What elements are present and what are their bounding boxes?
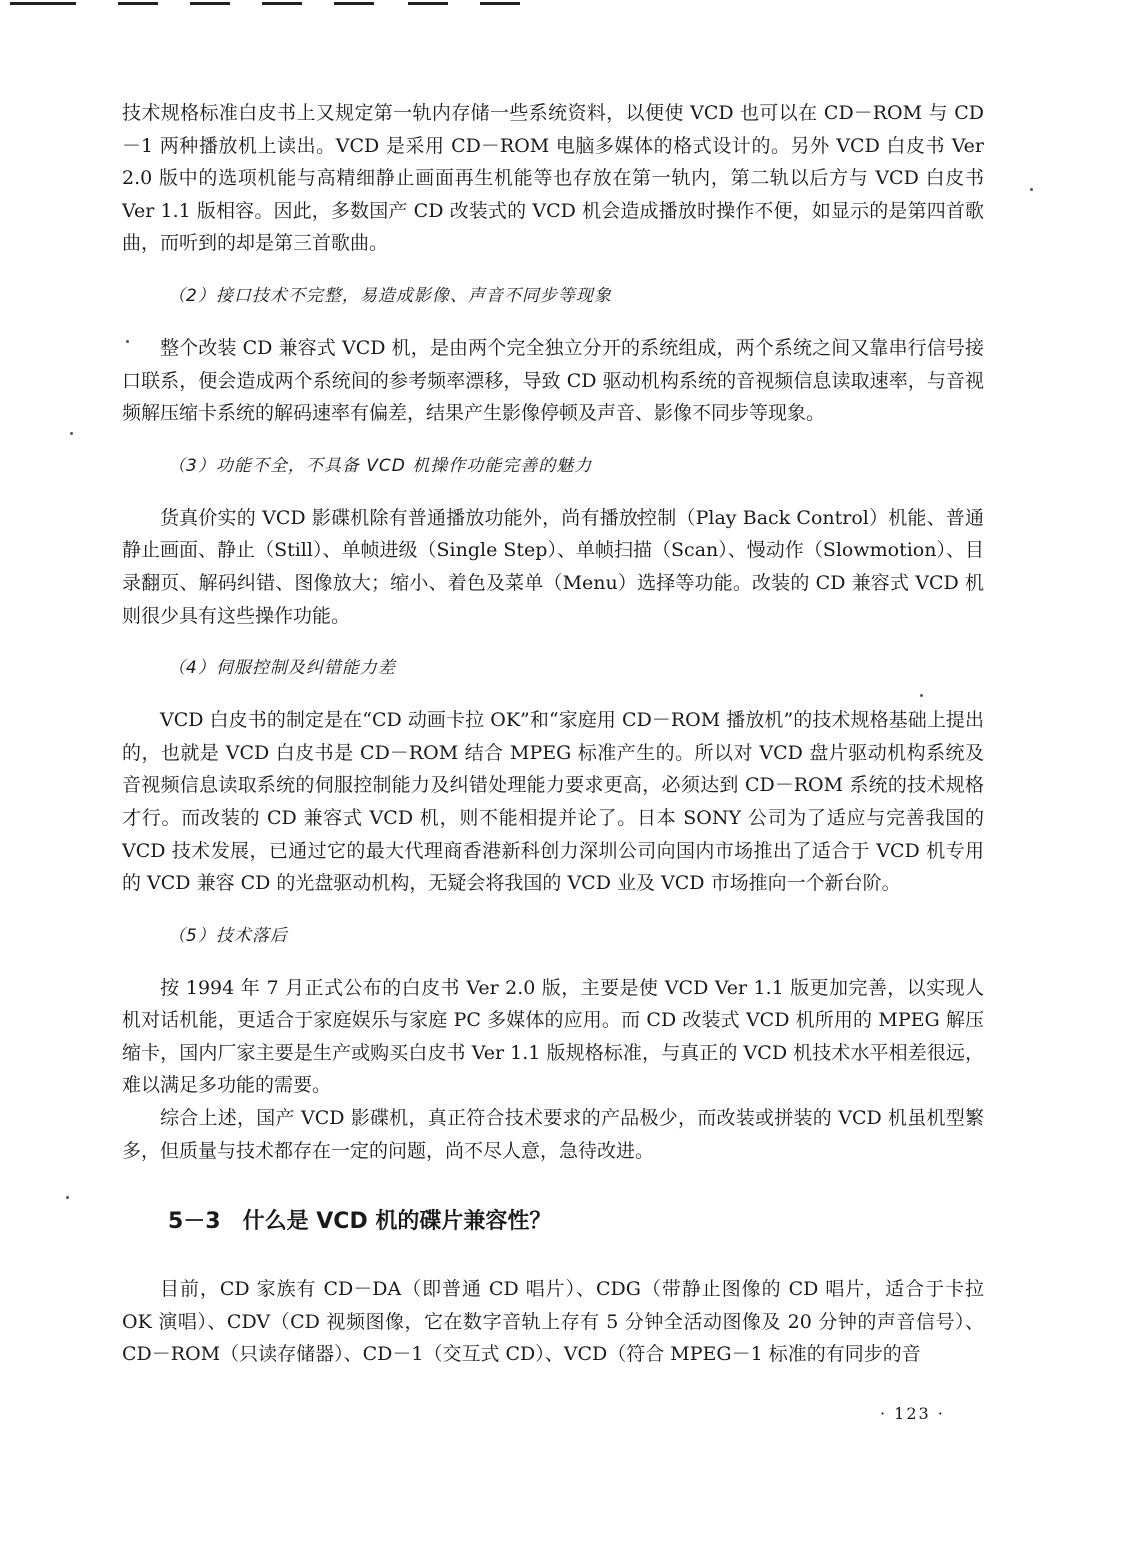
body-paragraph: 目前，CD 家族有 CD－DA（即普通 CD 唱片）、CDG（带静止图像的 CD 唱片，适合于卡拉 OK 演唱）、CDV（CD 视频图像，它在数字音轨上存有 5 分钟全活动图像及 20 分钟的声音信号）、CD－ROM（只读存储器）、CD－1（交互式 CD）、VCD（符合 MPEG－1 标准的有同步的音 <box>122 1278 984 1366</box>
page-number: · 123 · <box>880 1404 945 1423</box>
scan-speck <box>70 432 73 435</box>
page-body <box>122 97 984 1371</box>
scan-speck <box>1030 188 1033 191</box>
scan-mark <box>480 2 520 5</box>
section-heading: （5）技术落后 <box>168 925 288 946</box>
scan-mark <box>190 2 230 5</box>
scan-mark <box>10 2 76 5</box>
body-paragraph: 整个改装 CD 兼容式 VCD 机，是由两个完全独立分开的系统组成，两个系统之间又靠串行信号接口联系，便会造成两个系统间的参考频率漂移，导致 CD 驱动机构系统的音视频信息读取速率，与音视频解压缩卡系统的解码速率有偏差，结果产生影像停顿及声音、影像不同步等现象。 <box>122 336 984 425</box>
body-paragraph: 按 1994 年 7 月正式公布的白皮书 Ver 2.0 版，主要是使 VCD Ver 1.1 版更加完善，以实现人机对话机能，更适合于家庭娱乐与家庭 PC 多媒体的应用。而 CD 改装式 VCD 机所用的 MPEG 解压缩卡，国内厂家主要是生产或购买白皮书 Ver 1.1 版规格标准，与真正的 VCD 机技术水平相差很远，难以满足多功能的需要。 <box>122 976 984 1097</box>
section-heading: （2）接口技术不完整，易造成影像、声音不同步等现象 <box>168 285 612 306</box>
body-paragraph: 技术规格标准白皮书上又规定第一轨内存储一些系统资料，以便使 VCD 也可以在 CD－ROM 与 CD－1 两种播放机上读出。VCD 是采用 CD－ROM 电脑多媒体的格式设计的。另外 VCD 白皮书 Ver 2.0 版中的选项机能与高精细静止画面再生机能等也存放在第一轨内，第二轨以后方与 VCD 白皮书 Ver 1.1 版相容。因此，多数国产 CD 改装式的 VCD 机会造成播放时操作不便，如显示的是第四首歌曲，而听到的却是第三首歌曲。 <box>122 102 984 255</box>
scan-mark <box>408 2 448 5</box>
body-paragraph: 综合上述，国产 VCD 影碟机，真正符合技术要求的产品极少，而改装或拼装的 VCD 机虽机型繁多，但质量与技术都存在一定的问题，尚不尽人意，急待改进。 <box>122 1107 984 1162</box>
scan-mark <box>118 2 158 5</box>
body-paragraph: VCD 白皮书的制定是在“CD 动画卡拉 OK”和“家庭用 CD－ROM 播放机”的技术规格基础上提出的，也就是 VCD 白皮书是 CD－ROM 结合 MPEG 标准产生的。所以对 VCD 盘片驱动机构系统及音视频信息读取系统的伺服控制能力及纠错处理能力要求更高，必须达到 CD－ROM 系统的技术规格才行。而改装的 CD 兼容式 VCD 机，则不能相提并论了。日本 SONY 公司为了适应与完善我国的 VCD 技术发展，已通过它的最大代理商香港新科创力深圳公司向国内市场推出了适合于 VCD 机专用的 VCD 兼容 CD 的光盘驱动机构，无疑会将我国的 VCD 业及 VCD 市场推向一个新台阶。 <box>122 709 984 895</box>
scan-speck <box>66 1196 69 1199</box>
section-heading: （4）伺服控制及纠错能力差 <box>168 658 396 679</box>
scan-mark <box>262 2 302 5</box>
section-heading: （3）功能不全，不具备 VCD 机操作功能完善的魅力 <box>168 455 593 476</box>
scan-mark <box>334 2 374 5</box>
section-title: 5－3 什么是 VCD 机的碟片兼容性？ <box>168 1209 552 1235</box>
body-paragraph: 货真价实的 VCD 影碟机除有普通播放功能外，尚有播放控制（Play Back Control）机能、普通静止画面、静止（Still）、单帧进级（Single Step）、单帧扫描（Scan）、慢动作（Slowmotion）、目录翻页、解码纠错、图像放大；缩小、着色及菜单（Menu）选择等功能。改装的 CD 兼容式 VCD 机则很少具有这些操作功能。 <box>122 506 984 627</box>
